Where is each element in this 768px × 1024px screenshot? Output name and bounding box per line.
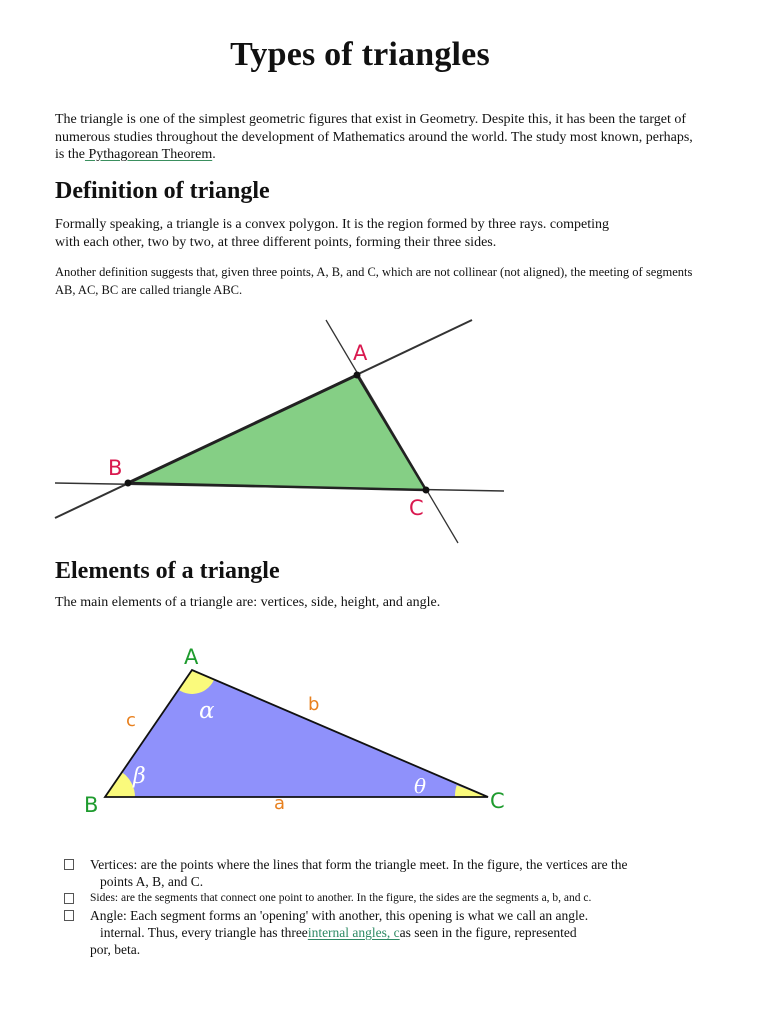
triangle-elements-figure	[80, 640, 520, 820]
side-a-label: a	[274, 793, 286, 814]
side-c-label: c	[126, 710, 136, 731]
label-b: B	[108, 456, 123, 480]
bullet-box-icon	[64, 910, 74, 921]
page-title: Types of triangles	[230, 36, 490, 73]
vertex-a-label: A	[184, 645, 199, 669]
elements-paragraph: The main elements of a triangle are: vertices, side, height, and angle.	[55, 595, 441, 610]
definition-paragraph-2: Another definition suggests that, given three points, A, B, and C, which are not collinear (not aligned), the meeting of segments AB, AC, BC are called triangle ABC.	[55, 265, 693, 297]
elements-bullet-list	[64, 856, 694, 958]
intro-text: The triangle is one of the simplest geometric figures that exist in Geometry. Despite this, it has been the target of numerous studies throughout the development of Mathematics around the world. The study most known, perhaps, is the	[55, 112, 693, 162]
vertex-c-label: C	[490, 789, 505, 813]
alpha-label: α	[199, 698, 215, 724]
rays-triangle-figure	[50, 315, 510, 550]
definition-paragraph-1: Formally speaking, a triangle is a convex polygon. It is the region formed by three rays. competing with each other, two by two, at three different points, forming their three sides.	[55, 217, 610, 250]
angle-line-2-end: as seen in the figure, represented	[399, 925, 577, 940]
vertices-line-1: Vertices: are the points where the lines that form the triangle meet. In the figure, the vertices are the	[90, 857, 628, 872]
label-a: A	[353, 341, 368, 365]
angle-line-2	[90, 924, 694, 941]
bullet-sides	[64, 890, 694, 907]
angle-line-1: Angle: Each segment forms an 'opening' with another, this opening is what we call an angle.	[90, 908, 589, 923]
bullet-box-icon	[64, 893, 74, 904]
point-a	[354, 372, 361, 379]
bullet-vertices	[64, 856, 694, 890]
vertex-b-label: B	[84, 793, 99, 817]
theta-label: θ	[414, 774, 427, 798]
intro-paragraph	[55, 111, 705, 164]
point-b	[125, 480, 132, 487]
intro-end: .	[212, 147, 216, 162]
definition-heading: Definition of triangle	[55, 178, 270, 204]
side-b-label: b	[308, 694, 320, 715]
internal-angles-link[interactable]: internal angles, c	[307, 925, 400, 940]
vertices-line-2: points A, B, and C.	[100, 874, 204, 889]
triangle-region	[128, 375, 426, 490]
angle-line-3: por, beta.	[90, 942, 141, 957]
sides-text: Sides: are the segments that connect one point to another. In the figure, the sides are the segments a, b, and c.	[90, 892, 592, 904]
point-c	[423, 487, 430, 494]
pythagorean-theorem-link[interactable]: Pythagorean Theorem	[84, 147, 213, 162]
elements-heading: Elements of a triangle	[55, 558, 280, 584]
angle-line-2-text: internal. Thus, every triangle has three	[100, 925, 308, 940]
label-c: C	[409, 496, 424, 520]
bullet-angle	[64, 907, 694, 958]
bullet-box-icon	[64, 859, 74, 870]
beta-label: β	[133, 764, 146, 789]
blue-triangle	[105, 670, 488, 797]
